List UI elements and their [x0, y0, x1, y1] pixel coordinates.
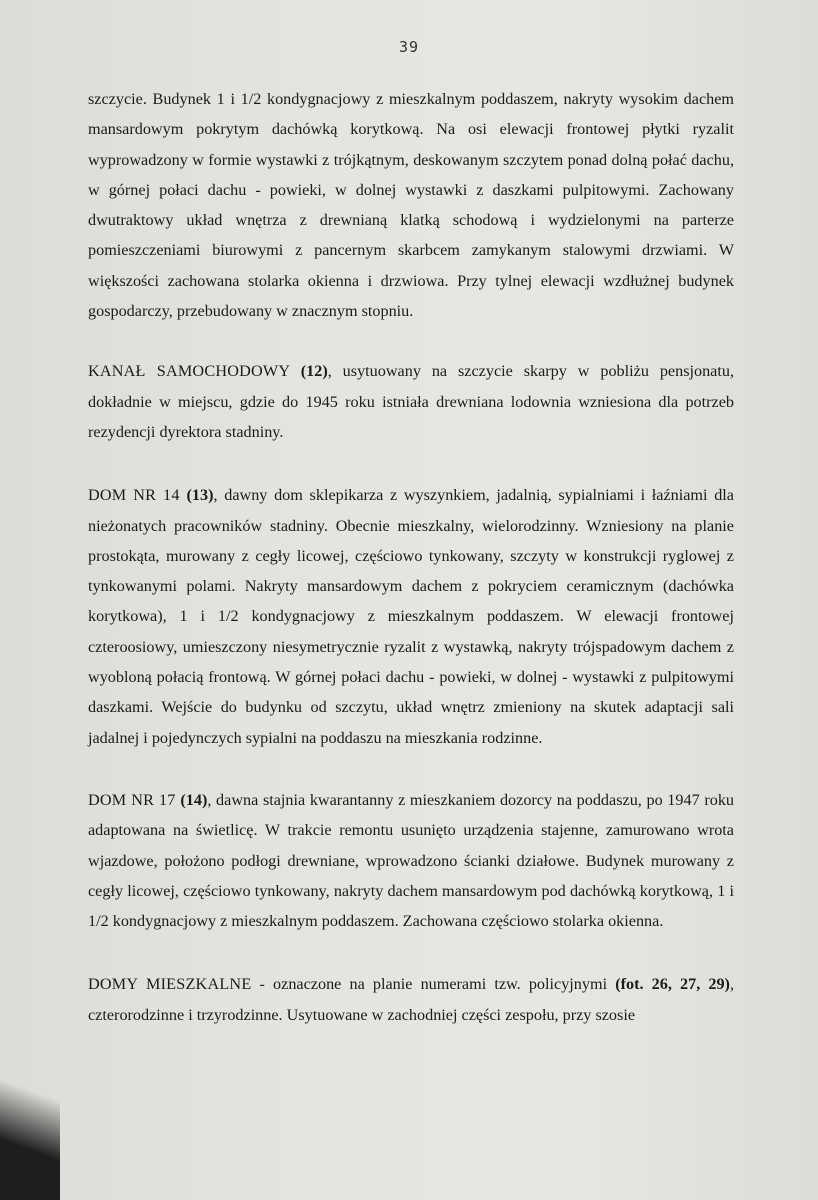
- paragraph-3-ref: (13): [186, 486, 214, 505]
- document-body: [88, 84, 734, 1030]
- paragraph-5-text: - oznaczone na planie numerami tzw. policyjnymi: [251, 975, 616, 994]
- paragraph-1-text: szczycie. Budynek 1 i 1/2 kondygnacjowy z mieszkalnym poddaszem, nakryty wysokim dachem mansardowym pokrytym dachówką korytkową. Na osi elewacji frontowej płytki ryzalit wyprowadzony w formie wystawki z trójkątnym, deskowanym szczytem ponad dolną połać dachu, w górnej połaci dachu - powieki, w dolnej wystawki z daszkami pulpitowymi. Zachowany dwutraktowy układ wnętrza z drewnianą klatką schodową i wydzielonymi na parterze pomieszczeniami biurowymi z pancernym skarbcem zamykanym stalowymi drzwiami. W większości zachowana stolarka okienna i drzwiowa. Przy tylnej elewacji wzdłużnej budynek gospodarczy, przebudowany w znacznym stopniu.: [88, 90, 734, 321]
- paragraph-5-text-continued: , czterorodzinne i trzyrodzinne. Usytuowane w zachodniej części zespołu, przy szosie: [88, 975, 734, 1024]
- paragraph-2-lead: KANAŁ SAMOCHODOWY: [88, 362, 301, 381]
- paragraph-5: [88, 969, 734, 1030]
- paragraph-3: [88, 480, 734, 753]
- binding-shadow: [0, 1020, 60, 1200]
- page-number: 39: [398, 38, 420, 56]
- paragraph-1: [88, 84, 734, 326]
- paragraph-4-lead: DOM NR 17: [88, 790, 181, 809]
- paragraph-2-text: , usytuowany na szczycie skarpy w pobliżu pensjonatu, dokładnie w miejscu, gdzie do 1945 roku istniała drewniana lodownia wzniesiona dla potrzeb rezydencji dyrektora stadniny.: [88, 362, 734, 441]
- paragraph-5-lead: DOMY MIESZKALNE: [88, 975, 252, 994]
- paragraph-4-ref: (14): [180, 790, 208, 809]
- paragraph-4-text: , dawna stajnia kwarantanny z mieszkaniem dozorcy na poddaszu, po 1947 roku adaptowana na świetlicę. W trakcie remontu usunięto urządzenia stajenne, zamurowano wrota wjazdowe, położono podłogi drewniane, wprowadzono ścianki działowe. Budynek murowany z cegły licowej, częściowo tynkowany, nakryty dachem mansardowym pod dachówką korytkową, 1 i 1/2 kondygnacjowy z mieszkalnym poddaszem. Zachowana częściowo stolarka okienna.: [88, 790, 735, 931]
- paragraph-5-ref: (fot. 26, 27, 29): [615, 975, 730, 994]
- paragraph-3-lead: DOM NR 14: [88, 486, 187, 505]
- paragraph-3-text: , dawny dom sklepikarza z wyszynkiem, jadalnią, sypialniami i łaźniami dla nieżonatych pracowników stadniny. Obecnie mieszkalny, wielorodzinny. Wzniesiony na planie prostokąta, murowany z cegły licowej, częściowo tynkowany, szczyty w konstrukcji ryglowej z tynkowanymi polami. Nakryty mansardowym dachem z pokryciem ceramicznym (dachówka korytkowa), 1 i 1/2 kondygnacjowy z mieszkalnym poddaszem. W elewacji frontowej czteroosiowy, umieszczony niesymetrycznie ryzalit z wystawką, nakryty trójspadowym dachem z wyobloną połacią frontową. W górnej połaci dachu - powieki, w dolnej - wystawki z pulpitowymi daszkami. Wejście do budynku od szczytu, układ wnętrz zmieniony na skutek adaptacji sali jadalnej i pojedynczych sypialni na poddaszu na mieszkania rodzinne.: [88, 486, 734, 747]
- paragraph-4: [88, 785, 734, 936]
- paragraph-2: [88, 356, 734, 447]
- paragraph-2-ref: (12): [300, 362, 328, 381]
